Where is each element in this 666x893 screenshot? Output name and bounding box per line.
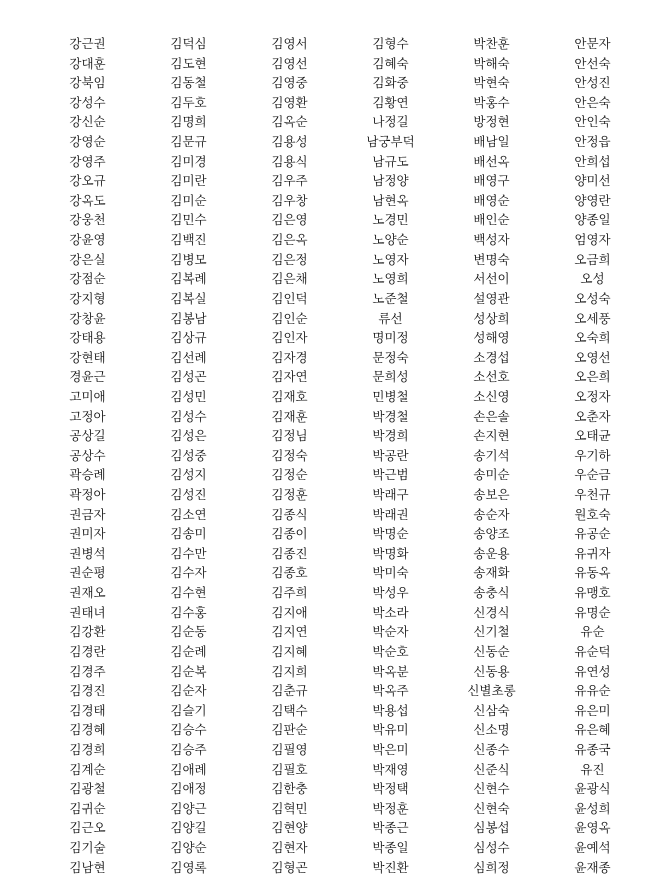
name-entry: 김용식 [271,153,308,169]
name-entry: 안희섭 [574,153,611,169]
name-entry: 원호숙 [574,506,611,522]
name-entry: 유진 [580,761,605,777]
name-entry: 김인자 [271,330,308,346]
name-entry: 박해숙 [473,55,510,71]
name-entry: 강오규 [69,173,106,189]
name-entry: 문희성 [372,369,409,385]
name-entry: 남현옥 [372,192,409,208]
name-entry: 박소라 [372,604,409,620]
name-entry: 김지희 [271,663,308,679]
name-entry: 김백진 [170,232,207,248]
name-entry: 김순복 [170,663,207,679]
name-entry: 김순례 [170,643,207,659]
name-entry: 박진환 [372,859,409,875]
name-entry: 박래구 [372,487,409,503]
name-column-6 [545,34,640,877]
name-column-1 [40,34,135,877]
name-entry: 박근범 [372,467,409,483]
name-entry: 우천규 [574,487,611,503]
name-entry: 박정훈 [372,800,409,816]
name-entry: 권순평 [69,565,106,581]
name-entry: 고정아 [69,408,106,424]
name-entry: 김승수 [170,722,207,738]
name-entry: 김명희 [170,114,207,130]
name-column-3 [242,34,337,877]
name-entry: 김옥순 [271,114,308,130]
name-entry: 강점순 [69,271,106,287]
name-entry: 김수홍 [170,604,207,620]
name-entry: 김광철 [69,781,106,797]
name-entry: 백성자 [473,232,510,248]
name-entry: 민병철 [372,388,409,404]
name-entry: 신현숙 [473,800,510,816]
name-entry: 김형수 [372,36,409,51]
name-entry: 명미정 [372,330,409,346]
name-entry: 송보은 [473,487,510,503]
name-entry: 김경혜 [69,722,106,738]
name-entry: 안정읍 [574,134,611,150]
name-entry: 권금자 [69,506,106,522]
name-entry: 김재훈 [271,408,308,424]
name-entry: 송미순 [473,467,510,483]
name-entry: 김동철 [170,75,207,91]
name-entry: 심성수 [473,839,510,855]
name-entry: 김주희 [271,585,308,601]
name-entry: 윤재종 [574,859,611,875]
name-entry: 김종이 [271,526,308,542]
name-entry: 신종수 [473,741,510,757]
name-entry: 김봉남 [170,310,207,326]
name-entry: 김한충 [271,781,308,797]
name-entry: 권태녀 [69,604,106,620]
name-entry: 유순덕 [574,643,611,659]
name-entry: 성해영 [473,330,510,346]
name-entry: 강은실 [69,251,106,267]
name-entry: 서선이 [473,271,510,287]
name-entry: 김미경 [170,153,207,169]
name-entry: 유유순 [574,683,611,699]
name-entry: 신소명 [473,722,510,738]
name-entry: 강윤영 [69,232,106,248]
name-entry: 박경희 [372,428,409,444]
name-entry: 김양길 [170,820,207,836]
name-entry: 김성중 [170,447,207,463]
name-entry: 강대훈 [69,55,106,71]
name-entry: 김혁민 [271,800,308,816]
name-entry: 강웅천 [69,212,106,228]
name-entry: 김근오 [69,820,106,836]
name-entry: 신별초롱 [467,683,516,699]
name-entry: 곽정아 [69,487,106,503]
name-entry: 김영중 [271,75,308,91]
name-entry: 안선숙 [574,55,611,71]
name-entry: 김상규 [170,330,207,346]
name-entry: 송순자 [473,506,510,522]
name-entry: 김인덕 [271,290,308,306]
name-entry: 손지현 [473,428,510,444]
name-entry: 김성지 [170,467,207,483]
name-entry: 방정현 [473,114,510,130]
name-entry: 노준철 [372,290,409,306]
name-entry: 송재화 [473,565,510,581]
name-entry: 김경희 [69,741,106,757]
name-entry: 공상길 [69,428,106,444]
name-entry: 강창윤 [69,310,106,326]
name-entry: 안성진 [574,75,611,91]
name-entry: 김복례 [170,271,207,287]
name-entry: 김혜숙 [372,55,409,71]
name-entry: 박은미 [372,741,409,757]
name-entry: 신동용 [473,663,510,679]
name-entry: 김종진 [271,545,308,561]
name-entry: 노경민 [372,212,409,228]
name-entry: 오영선 [574,349,611,365]
name-entry: 김판순 [271,722,308,738]
name-entry: 김택수 [271,702,308,718]
name-entry: 김선례 [170,349,207,365]
name-entry: 변명숙 [473,251,510,267]
name-entry: 박경철 [372,408,409,424]
name-entry: 박옥분 [372,663,409,679]
name-entry: 유맹호 [574,585,611,601]
name-entry: 김형곤 [271,859,308,875]
name-entry: 박용섭 [372,702,409,718]
name-entry: 박공란 [372,447,409,463]
name-entry: 안은숙 [574,94,611,110]
name-entry: 김양근 [170,800,207,816]
name-entry: 남정양 [372,173,409,189]
name-entry: 김영선 [271,55,308,71]
name-entry: 배남일 [473,134,510,150]
name-entry: 김화중 [372,75,409,91]
name-entry: 김춘규 [271,683,308,699]
name-entry: 노영자 [372,251,409,267]
name-entry: 박옥주 [372,683,409,699]
name-entry: 고미애 [69,388,106,404]
name-entry: 김수현 [170,585,207,601]
name-entry: 박순호 [372,643,409,659]
name-entry: 김소연 [170,506,207,522]
name-entry: 강근권 [69,36,106,51]
name-entry: 김양순 [170,839,207,855]
name-entry: 성상희 [473,310,510,326]
name-entry: 김정숙 [271,447,308,463]
name-entry: 김성곤 [170,369,207,385]
name-column-5 [444,34,539,877]
name-entry: 권재오 [69,585,106,601]
name-entry: 남규도 [372,153,409,169]
name-entry: 강옥도 [69,192,106,208]
name-entry: 배영구 [473,173,510,189]
name-entry: 김성은 [170,428,207,444]
name-entry: 박정택 [372,781,409,797]
name-entry: 김귀순 [69,800,106,816]
name-entry: 김지혜 [271,643,308,659]
name-entry: 김필호 [271,761,308,777]
name-entry: 김은정 [271,251,308,267]
name-entry: 박유미 [372,722,409,738]
name-entry: 안문자 [574,36,611,51]
name-entry: 김미란 [170,173,207,189]
name-entry: 강성수 [69,94,106,110]
name-entry: 강영주 [69,153,106,169]
name-entry: 김애례 [170,761,207,777]
name-entry: 김은채 [271,271,308,287]
name-entry: 강북임 [69,75,106,91]
name-entry: 소경섭 [473,349,510,365]
name-entry: 오성 [580,271,605,287]
name-entry: 김영서 [271,36,308,51]
name-entry: 김두호 [170,94,207,110]
name-entry: 문정숙 [372,349,409,365]
name-entry: 김필영 [271,741,308,757]
name-entry: 박재영 [372,761,409,777]
name-entry: 김정순 [271,467,308,483]
name-entry: 김순자 [170,683,207,699]
name-entry: 김황연 [372,94,409,110]
name-entry: 유명순 [574,604,611,620]
name-entry: 김종식 [271,506,308,522]
name-entry: 김인순 [271,310,308,326]
name-entry: 송운용 [473,545,510,561]
name-entry: 신준식 [473,761,510,777]
name-entry: 윤성희 [574,800,611,816]
name-entry: 김순동 [170,624,207,640]
name-entry: 김계순 [69,761,106,777]
name-entry: 유공순 [574,526,611,542]
name-entry: 소선호 [473,369,510,385]
name-entry: 신삼숙 [473,702,510,718]
name-entry: 김영록 [170,859,207,875]
name-entry: 김정님 [271,428,308,444]
name-entry: 남궁부덕 [366,134,415,150]
name-entry: 유귀자 [574,545,611,561]
name-entry: 김종호 [271,565,308,581]
name-entry: 유순 [580,624,605,640]
name-entry: 김애정 [170,781,207,797]
name-entry: 유은혜 [574,722,611,738]
name-entry: 강신순 [69,114,106,130]
name-entry: 김수자 [170,565,207,581]
name-entry: 우기하 [574,447,611,463]
name-entry: 오성숙 [574,290,611,306]
name-entry: 오태균 [574,428,611,444]
name-entry: 박종근 [372,820,409,836]
name-entry: 김은영 [271,212,308,228]
name-entry: 윤예석 [574,839,611,855]
name-entry: 박찬훈 [473,36,510,51]
name-entry: 김수만 [170,545,207,561]
name-entry: 유종국 [574,741,611,757]
name-entry: 안인숙 [574,114,611,130]
name-entry: 김성수 [170,408,207,424]
name-entry: 김자연 [271,369,308,385]
name-entry: 손은솔 [473,408,510,424]
name-entry: 송충식 [473,585,510,601]
name-entry: 우순금 [574,467,611,483]
name-entry: 양종일 [574,212,611,228]
name-entry: 윤영옥 [574,820,611,836]
name-entry: 김우주 [271,173,308,189]
name-entry: 김남현 [69,859,106,875]
name-entry: 김미순 [170,192,207,208]
name-entry: 송기석 [473,447,510,463]
name-entry: 김경란 [69,643,106,659]
name-entry: 소신영 [473,388,510,404]
name-grid [40,34,640,877]
name-entry: 김재호 [271,388,308,404]
name-entry: 오춘자 [574,408,611,424]
name-entry: 김복실 [170,290,207,306]
name-entry: 김정훈 [271,487,308,503]
name-entry: 박미숙 [372,565,409,581]
name-entry: 설영관 [473,290,510,306]
name-entry: 김지애 [271,604,308,620]
name-entry: 김경진 [69,683,106,699]
name-entry: 박래권 [372,506,409,522]
name-entry: 김우창 [271,192,308,208]
name-entry: 김자경 [271,349,308,365]
name-entry: 김성민 [170,388,207,404]
name-entry: 김용성 [271,134,308,150]
name-entry: 오숙희 [574,330,611,346]
name-entry: 김성진 [170,487,207,503]
name-entry: 김영환 [271,94,308,110]
name-entry: 송양조 [473,526,510,542]
name-entry: 김현양 [271,820,308,836]
name-entry: 권병석 [69,545,106,561]
name-entry: 박명화 [372,545,409,561]
name-entry: 노영희 [372,271,409,287]
name-entry: 유은미 [574,702,611,718]
name-entry: 박성우 [372,585,409,601]
name-entry: 강현태 [69,349,106,365]
name-entry: 심희정 [473,859,510,875]
name-entry: 권미자 [69,526,106,542]
name-entry: 김은옥 [271,232,308,248]
name-entry: 김경주 [69,663,106,679]
name-entry: 신동순 [473,643,510,659]
name-entry: 오정자 [574,388,611,404]
name-entry: 김슬기 [170,702,207,718]
name-entry: 류선 [378,310,403,326]
name-entry: 김문규 [170,134,207,150]
name-entry: 김승주 [170,741,207,757]
name-entry: 박명순 [372,526,409,542]
name-entry: 유동옥 [574,565,611,581]
name-entry: 김병모 [170,251,207,267]
name-entry: 박현숙 [473,75,510,91]
name-entry: 강영순 [69,134,106,150]
name-entry: 김민수 [170,212,207,228]
name-entry: 양미선 [574,173,611,189]
name-column-2 [141,34,236,877]
name-entry: 곽승례 [69,467,106,483]
name-entry: 경윤근 [69,369,106,385]
name-entry: 양영란 [574,192,611,208]
name-entry: 강지형 [69,290,106,306]
name-entry: 김기술 [69,839,106,855]
name-entry: 배영순 [473,192,510,208]
name-entry: 신기철 [473,624,510,640]
name-entry: 신현수 [473,781,510,797]
name-entry: 나정길 [372,114,409,130]
name-entry: 배선옥 [473,153,510,169]
name-entry: 김도현 [170,55,207,71]
name-entry: 윤광식 [574,781,611,797]
name-entry: 배인순 [473,212,510,228]
name-entry: 엄영자 [574,232,611,248]
name-entry: 김지연 [271,624,308,640]
name-entry: 오은희 [574,369,611,385]
name-entry: 심봉섭 [473,820,510,836]
name-entry: 공상수 [69,447,106,463]
name-entry: 박홍수 [473,94,510,110]
name-entry: 강태용 [69,330,106,346]
name-column-4 [343,34,438,877]
name-entry: 신경식 [473,604,510,620]
name-entry: 유연성 [574,663,611,679]
name-entry: 김현자 [271,839,308,855]
name-entry: 오금희 [574,251,611,267]
name-entry: 김송미 [170,526,207,542]
name-entry: 오세풍 [574,310,611,326]
name-entry: 박순자 [372,624,409,640]
name-entry: 노양순 [372,232,409,248]
name-entry: 김덕심 [170,36,207,51]
name-entry: 박종일 [372,839,409,855]
name-entry: 김강환 [69,624,106,640]
name-entry: 김경태 [69,702,106,718]
